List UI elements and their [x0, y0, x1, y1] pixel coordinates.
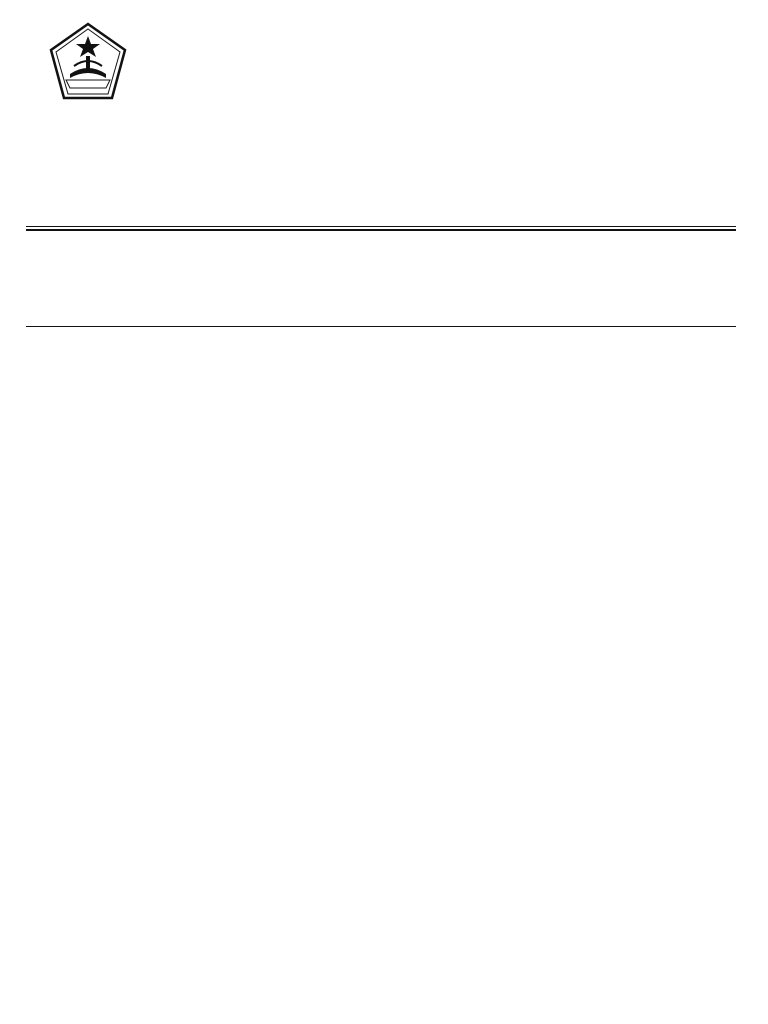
question-2-option-c: [55, 737, 79, 753]
divider-instructions: [26, 326, 736, 327]
divider-top-thick: [26, 229, 736, 231]
question-1-option-d: [50, 471, 74, 487]
instruction-item: [26, 311, 50, 326]
question-3-option-b: [60, 946, 84, 962]
question-2-option-e: [55, 769, 79, 785]
question-1-option-a: [50, 423, 74, 439]
question-2-option-b: [55, 720, 79, 736]
question-1-option-b: [50, 439, 74, 455]
question-2-option-a: [55, 704, 79, 720]
instruction-item: [26, 295, 50, 310]
question-2-option-d: [55, 753, 79, 769]
kementerian-agama-emblem-icon: [48, 22, 128, 102]
instruction-item: [26, 264, 50, 279]
school-logo: [48, 22, 128, 102]
instruction-item: [26, 279, 50, 294]
instruction-item: [26, 249, 50, 264]
divider-top: [26, 226, 736, 227]
question-3-option-a: [60, 929, 84, 945]
question-1-option-c: [50, 455, 74, 471]
question-1-option-e: [50, 487, 74, 503]
question-3-option-c: [60, 963, 84, 979]
